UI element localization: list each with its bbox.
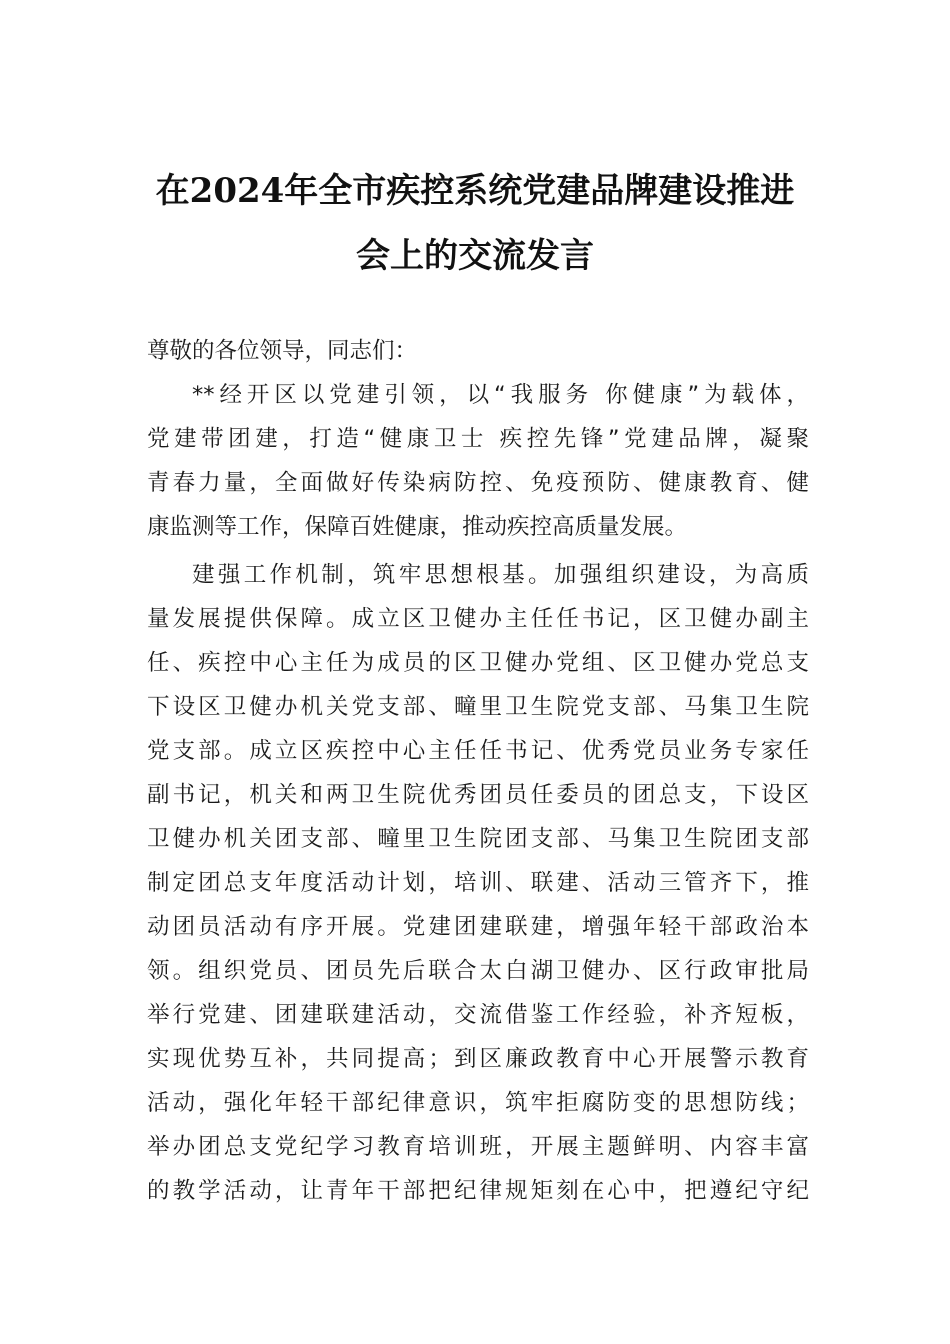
paragraph-2-line-12: 实现优势互补，共同提高；到区廉政教育中心开展警示教育: [147, 1046, 809, 1072]
paragraph-2-line-10: 领。组织党员、团员先后联合太白湖卫健办、区行政审批局: [147, 958, 809, 984]
paragraph-2-line-2: 量发展提供保障。成立区卫健办主任任书记，区卫健办副主: [147, 606, 809, 632]
paragraph-2-line-13: 活动，强化年轻干部纪律意识，筑牢拒腐防变的思想防线；: [147, 1090, 809, 1116]
paragraph-2-line-14: 举办团总支党纪学习教育培训班，开展主题鲜明、内容丰富: [147, 1134, 809, 1160]
paragraph-2-line-1: 建强工作机制，筑牢思想根基。加强组织建设，为高质: [192, 562, 809, 588]
paragraph-2-line-9: 动团员活动有序开展。党建团建联建，增强年轻干部政治本: [147, 914, 809, 940]
paragraph-2-line-4: 下设区卫健办机关党支部、疃里卫生院党支部、马集卫生院: [147, 694, 809, 720]
paragraph-2-line-5: 党支部。成立区疾控中心主任任书记、优秀党员业务专家任: [147, 738, 809, 764]
paragraph-2-line-15: 的教学活动，让青年干部把纪律规矩刻在心中，把遵纪守纪: [147, 1178, 809, 1204]
paragraph-2-line-11: 举行党建、团建联建活动，交流借鉴工作经验，补齐短板，: [147, 1002, 809, 1028]
paragraph-1-line-4: 康监测等工作，保障百姓健康，推动疾控高质量发展。: [147, 514, 688, 540]
paragraph-1-line-3: 青春力量，全面做好传染病防控、免疫预防、健康教育、健: [147, 470, 809, 496]
paragraph-2-line-7: 卫健办机关团支部、疃里卫生院团支部、马集卫生院团支部: [147, 826, 809, 852]
document-title-line-1: 在2024年全市疾控系统党建品牌建设推进: [155, 171, 795, 211]
paragraph-2-line-8: 制定团总支年度活动计划，培训、联建、活动三管齐下，推: [147, 870, 809, 896]
paragraph-1-line-1: **经开区以党建引领，以“我服务 你健康”为载体，: [192, 382, 809, 408]
paragraph-2-line-6: 副书记，机关和两卫生院优秀团员任委员的团总支，下设区: [147, 782, 809, 808]
paragraph-2-line-3: 任、疾控中心主任为成员的区卫健办党组、区卫健办党总支: [147, 650, 809, 676]
paragraph-1-line-2: 党建带团建，打造“健康卫士 疾控先锋”党建品牌，凝聚: [147, 426, 809, 452]
document-title-line-2: 会上的交流发言: [356, 236, 594, 276]
salutation: 尊敬的各位领导，同志们：: [147, 338, 418, 364]
